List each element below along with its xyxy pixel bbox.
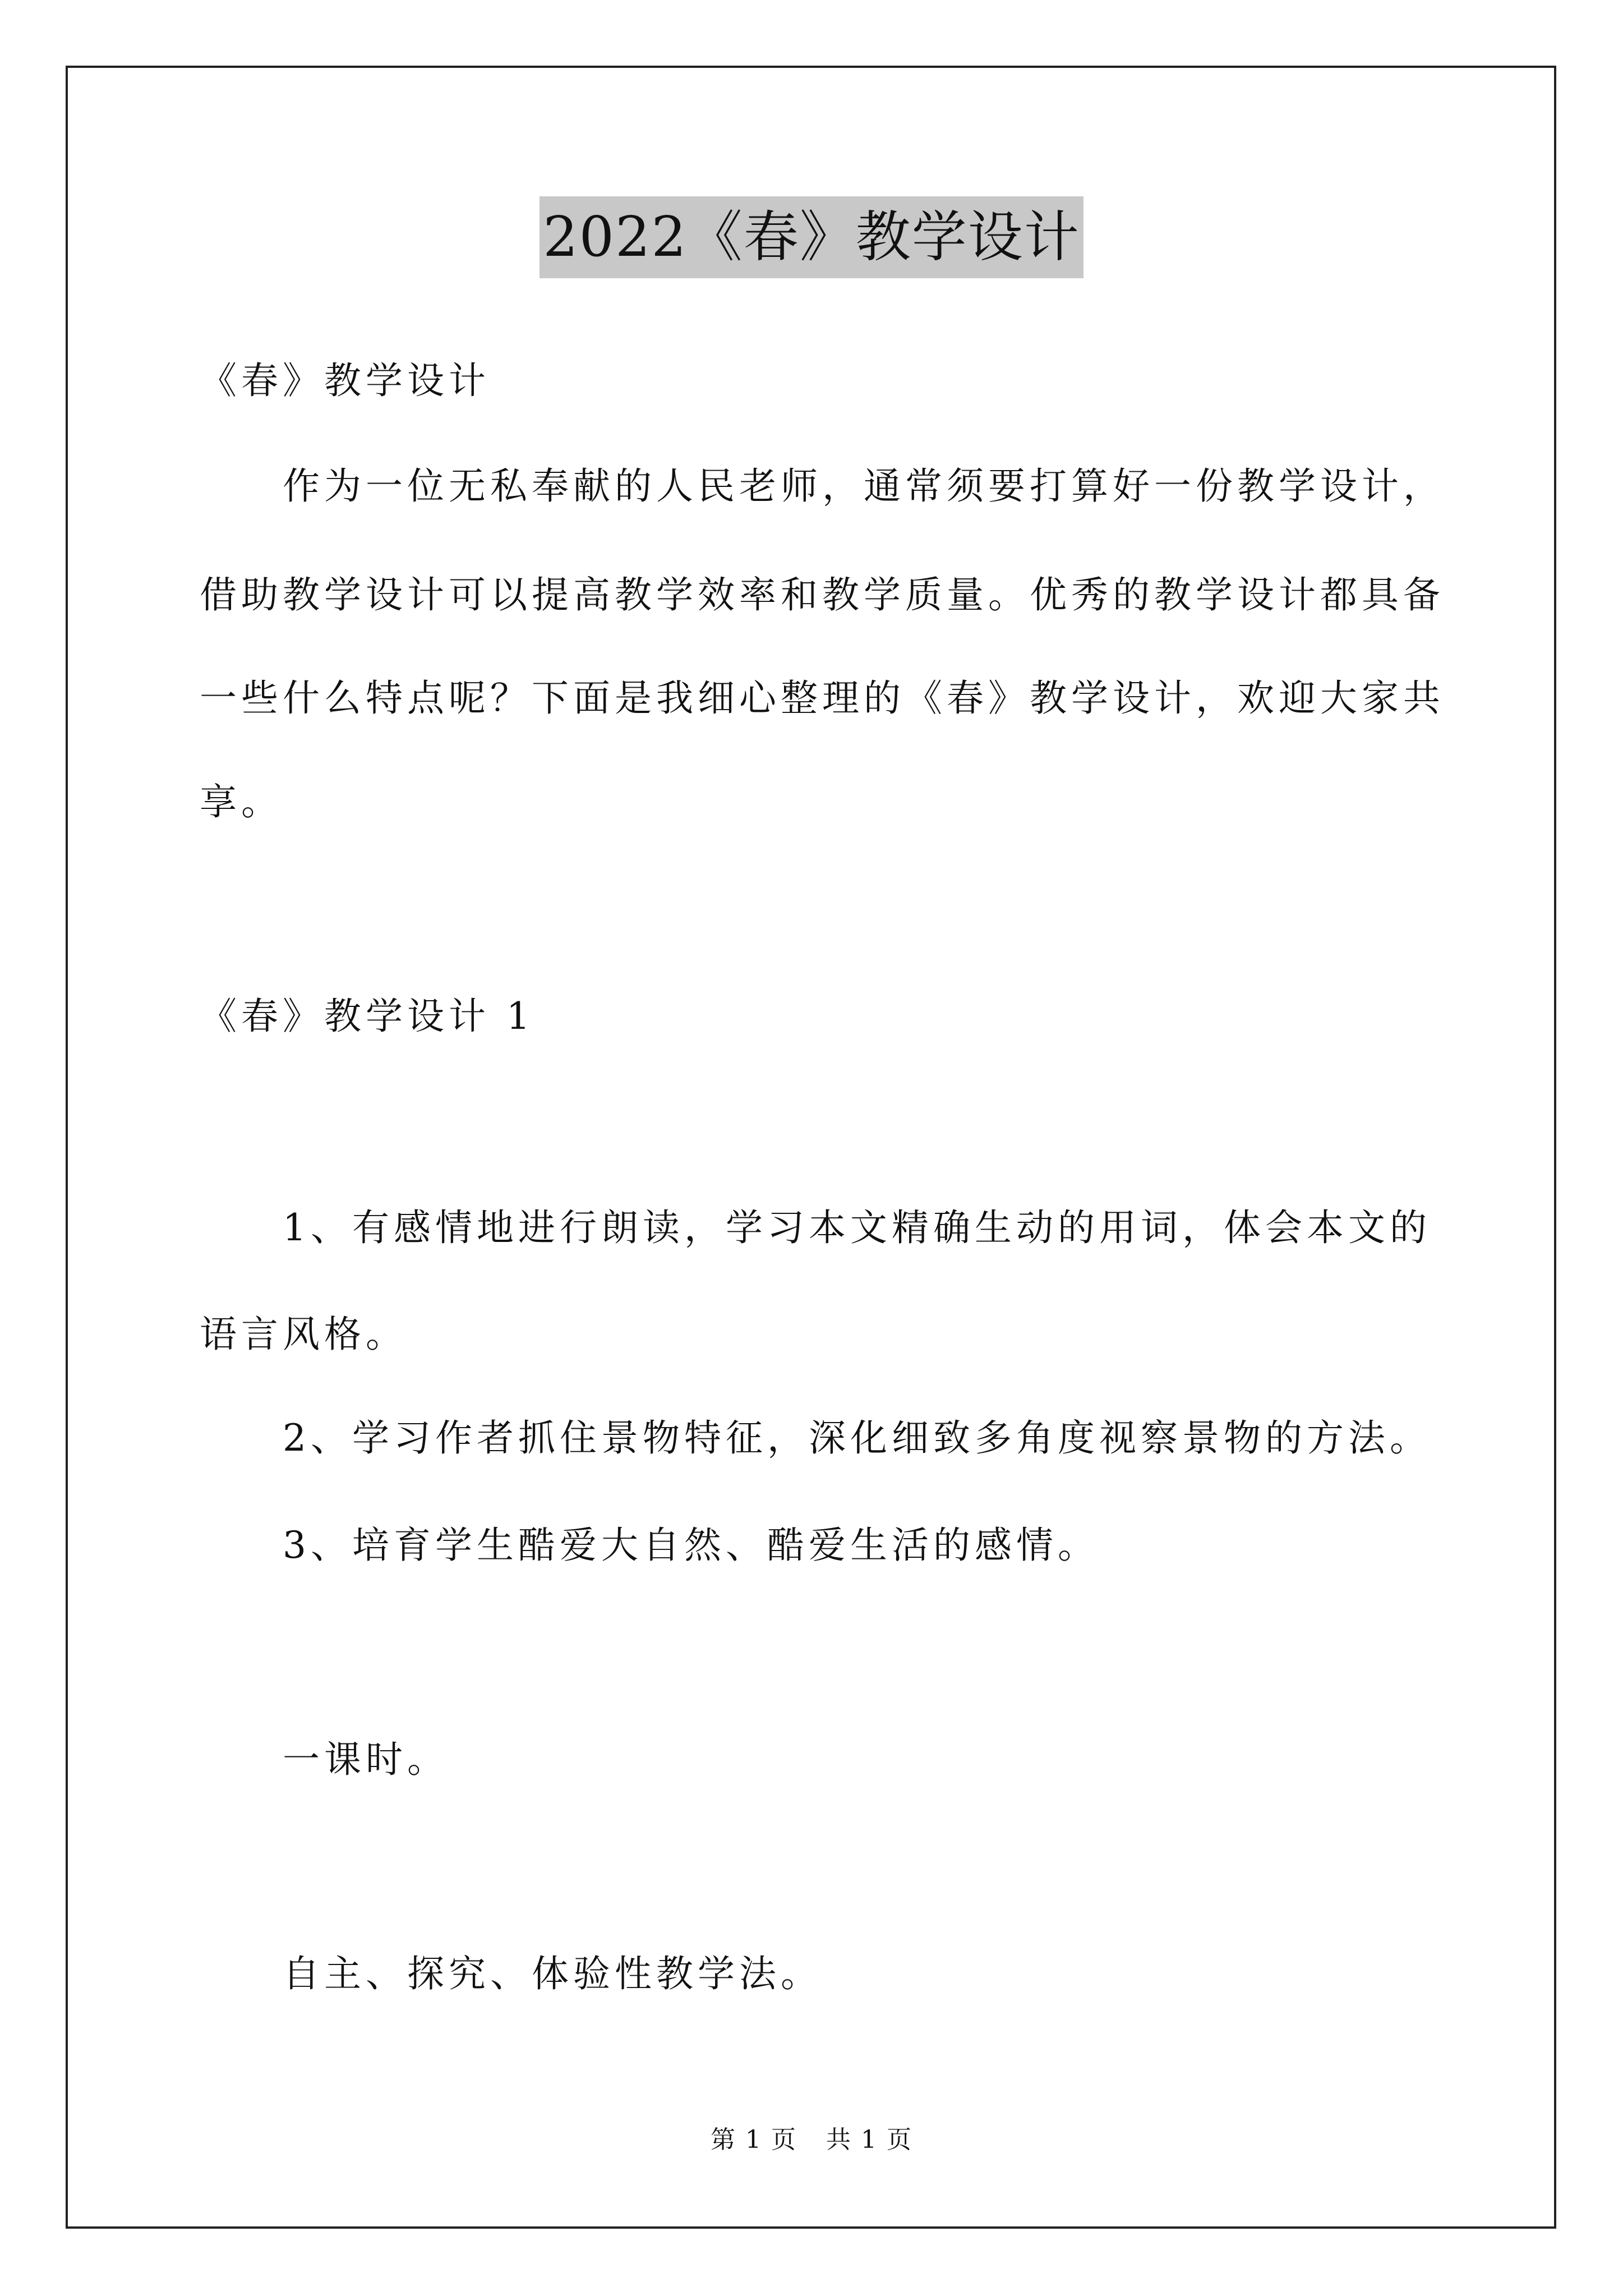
page-footer (0, 2123, 1623, 2157)
section-heading: 《春》教学设计 1 (200, 995, 534, 1038)
objective-1-line-2: 语言风格。 (200, 1313, 407, 1356)
title-container (0, 196, 1623, 278)
objective-2: 2、学习作者抓住景物特征，深化细致多角度视察景物的方法。 (283, 1416, 1431, 1460)
document-subtitle: 《春》教学设计 (200, 359, 490, 402)
objective-1-line-1: 1、有感情地进行朗读，学习本文精确生动的用词，体会本文的 (283, 1206, 1431, 1249)
intro-line-3: 一些什么特点呢？下面是我细心整理的《春》教学设计，欢迎大家共 (200, 677, 1445, 720)
document-title: 2022《春》教学设计 (540, 196, 1083, 278)
class-hours: 一课时。 (283, 1738, 449, 1781)
page-number-total: 共 1 页 (826, 2125, 912, 2154)
intro-line-1: 作为一位无私奉献的人民老师，通常须要打算好一份教学设计， (283, 464, 1445, 508)
page-number-current: 第 1 页 (711, 2125, 797, 2154)
intro-line-2: 借助教学设计可以提高教学效率和教学质量。优秀的教学设计都具备 (200, 573, 1445, 616)
objective-3: 3、培育学生酷爱大自然、酷爱生活的感情。 (283, 1524, 1099, 1567)
intro-line-4: 享。 (200, 780, 283, 823)
teaching-method: 自主、探究、体验性教学法。 (283, 1952, 822, 1995)
